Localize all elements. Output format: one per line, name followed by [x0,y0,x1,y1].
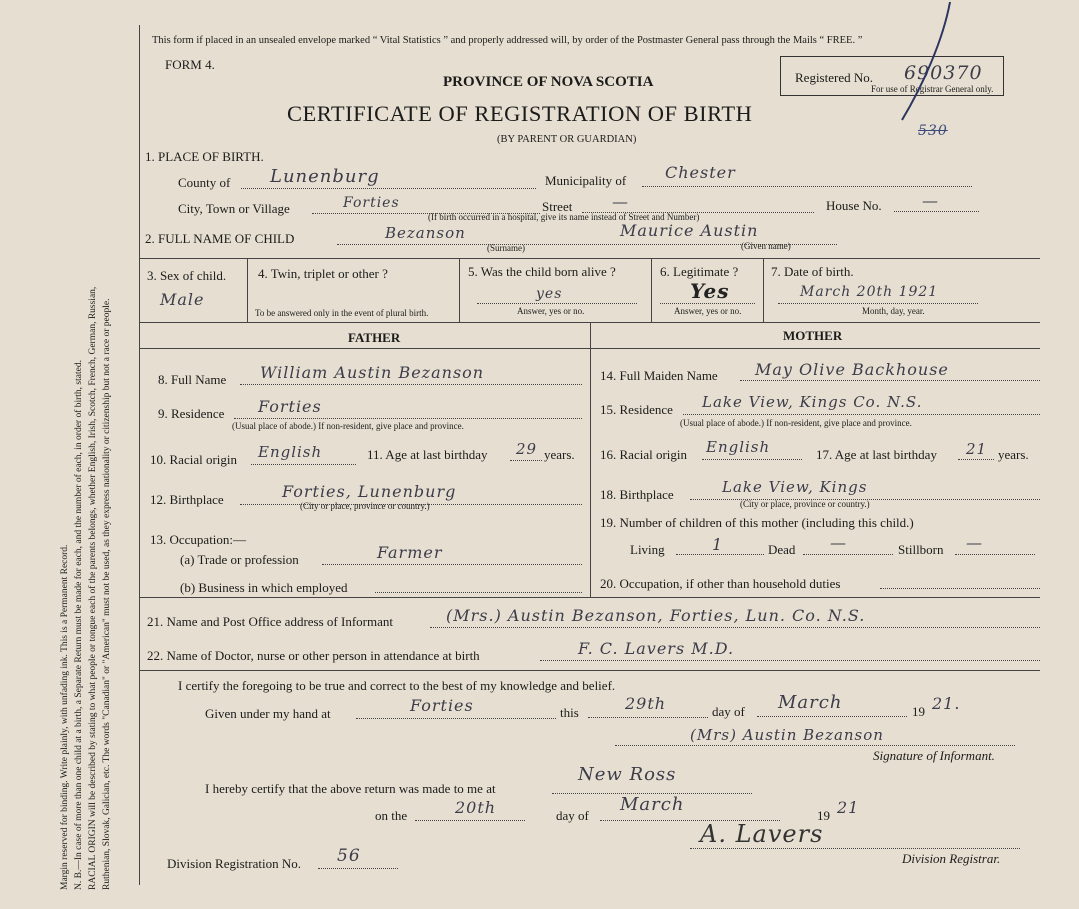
mother-race-value: English [706,438,771,456]
father-race-value: English [258,443,323,461]
mother-age-unit: years. [998,447,1029,462]
informant-value: (Mrs.) Austin Bezanson, Forties, Lun. Co. N.S. [446,606,866,625]
mother-heading: MOTHER [783,328,843,343]
certify-month-value: March [778,692,843,713]
certify-day-label: day of [712,704,745,719]
mother-residence-value: Lake View, Kings Co. N.S. [702,393,923,411]
child-name-label: 2. FULL NAME OF CHILD [145,231,295,246]
children-count-label: 19. Number of children of this mother (including this child.) [600,515,914,530]
on-the-label: on the [375,808,408,823]
surname-note: (Surname) [487,243,525,253]
registrar-year-prefix: 19 [817,808,830,823]
certificate-subtitle: (BY PARENT OR GUARDIAN) [497,134,637,145]
father-age-label: 11. Age at last birthday [367,447,488,462]
registrar-use-note: For use of Registrar General only. [871,84,994,94]
mother-occupation-label: 20. Occupation, if other than household duties [600,576,841,591]
registrar-tick-mark [888,0,968,130]
this-label: this [560,705,579,720]
dead-label: Dead [768,542,796,557]
alive-note: Answer, yes or no. [517,306,585,316]
mother-age-label: 17. Age at last birthday [816,447,937,462]
county-label: County of [178,175,231,190]
dead-value: — [830,533,847,552]
father-occupation-label: 13. Occupation:— [150,532,247,547]
twin-note: To be answered only in the event of plural birth. [255,308,429,318]
mother-age-value: 21 [966,440,988,458]
registrar-signature: A. Lavers [700,820,824,848]
father-residence-label: 9. Residence [158,406,225,421]
doctor-label: 22. Name of Doctor, nurse or other person in attendance at birth [147,648,480,663]
division-registration-value: 56 [337,846,361,866]
father-birthplace-value: Forties, Lunenburg [282,482,457,501]
given-name-note: (Given name) [741,241,791,251]
division-registration-label: Division Registration No. [167,856,301,871]
margin-line: Ruthenian, Slovak, Galician, etc. The words "Canadian" or "American" must not be used, as they express nationality or citizenship but not a race or people. [102,298,112,890]
margin-line: RACIAL ORIGIN will be described by stating to what people or tongue each of the parents belongs, whether English, Irish, Scotch, French, German, Russian, [88,286,98,890]
child-surname: Bezanson [385,224,466,242]
mother-residence-note: (Usual place of abode.) If non-resident, give place and province. [680,418,912,428]
house-value: — [922,191,939,210]
stillborn-value: — [966,533,983,552]
place-heading: 1. PLACE OF BIRTH. [145,149,264,164]
father-heading: FATHER [348,330,401,345]
given-place-value: Forties [410,696,474,715]
mother-name-value: May Olive Backhouse [755,360,949,379]
mother-name-label: 14. Full Maiden Name [600,368,718,383]
legitimate-note: Answer, yes or no. [674,306,742,316]
registrar-year-value: 21 [837,798,860,817]
municipality-value: Chester [665,163,736,182]
street-label: Street [542,199,573,214]
legitimate-value: Yes [690,279,730,303]
alive-value: yes [536,286,563,302]
doctor-value: F. C. Lavers M.D. [578,639,735,658]
informant-label: 21. Name and Post Office address of Informant [147,614,393,629]
stillborn-label: Stillborn [898,542,944,557]
division-registrar-label: Division Registrar. [902,851,1001,866]
mother-residence-label: 15. Residence [600,402,673,417]
mother-birthplace-note: (City or place, province or country.) [740,499,870,509]
registrar-day-label: day of [556,808,589,823]
living-value: 1 [712,535,724,554]
postal-note: This form if placed in an unsealed envelope marked “ Vital Statistics ” and properly addressed will, by order of the Postmaster General pass through the Mails “ FREE. ” [152,35,863,46]
father-residence-note: (Usual place of abode.) If non-resident, give place and province. [232,421,464,431]
birth-date-note: Month, day, year. [862,306,925,316]
legitimate-label: 6. Legitimate ? [660,264,739,279]
father-name-label: 8. Full Name [158,372,227,387]
birth-date-value: March 20th 1921 [800,284,939,300]
father-residence-value: Forties [258,397,322,416]
registrar-place-value: New Ross [578,764,677,785]
form-number: FORM 4. [165,57,215,72]
mother-birthplace-label: 18. Birthplace [600,487,674,502]
twin-label: 4. Twin, triplet or other ? [258,266,388,281]
sex-label: 3. Sex of child. [147,268,227,283]
city-value: Forties [343,195,400,211]
street-value: — [612,192,629,211]
hospital-note: (If birth occurred in a hospital, give its name instead of Street and Number) [428,212,700,222]
province-heading: PROVINCE OF NOVA SCOTIA [443,74,654,90]
given-under-label: Given under my hand at [205,706,331,721]
certify-year-prefix: 19 [912,704,925,719]
certify-statement: I certify the foregoing to be true and correct to the best of my knowledge and belief. [178,678,616,693]
father-race-label: 10. Racial origin [150,452,238,467]
father-age-unit: years. [544,447,575,462]
alive-label: 5. Was the child born alive ? [468,264,616,279]
living-label: Living [630,542,665,557]
margin-line: Margin reserved for binding. Write plainly, with unfading ink. This is a Permanent Record. [60,544,70,890]
registrar-statement: I hereby certify that the above return was made to me at [205,781,496,796]
registered-number: 690370 [904,62,983,84]
birth-date-label: 7. Date of birth. [771,264,854,279]
municipality-label: Municipality of [545,173,627,188]
business-label: (b) Business in which employed [180,580,348,595]
child-given-name: Maurice Austin [620,221,759,240]
margin-line: N. B.—In case of more than one child at a birth, a Separate Return must be made for each, and the number of each, in order of birth, stated. [74,360,84,890]
mother-race-label: 16. Racial origin [600,447,688,462]
county-value: Lunenburg [270,166,380,187]
father-name-value: William Austin Bezanson [260,363,485,382]
city-label: City, Town or Village [178,201,290,216]
margin-instructions [58,10,128,890]
certify-year-value: 21. [932,694,961,713]
trade-label: (a) Trade or profession [180,552,299,567]
trade-value: Farmer [377,543,443,562]
registered-label: Registered No. [795,70,873,85]
father-birthplace-note: (City or place, province or country.) [300,501,430,511]
mother-birthplace-value: Lake View, Kings [722,478,868,496]
signature-label: Signature of Informant. [873,748,995,763]
father-birthplace-label: 12. Birthplace [150,492,224,507]
house-label: House No. [826,198,882,213]
certify-day-value: 29th [625,694,667,713]
father-age-value: 29 [516,440,538,458]
sex-value: Male [160,290,205,309]
certificate-title: CERTIFICATE OF REGISTRATION OF BIRTH [287,101,753,126]
margin-rule [139,25,140,885]
informant-signature: (Mrs) Austin Bezanson [690,726,884,744]
registrar-day-value: 20th [455,798,497,817]
corner-mark: 530 [918,123,948,139]
registrar-month-value: March [620,794,685,815]
